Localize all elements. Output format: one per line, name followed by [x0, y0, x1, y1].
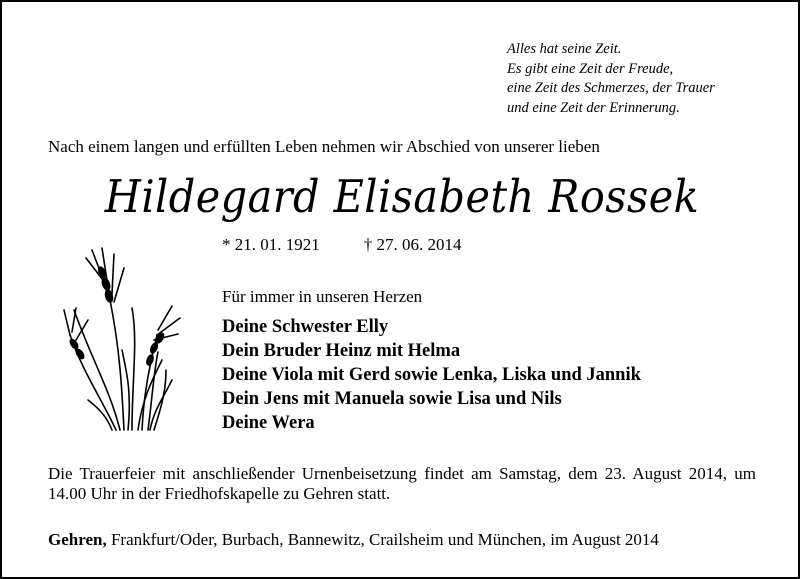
birth-date: * 21. 01. 1921 [222, 235, 320, 254]
wheat-icon [62, 240, 182, 432]
mourners-list [222, 315, 641, 435]
poem-line-2: Es gibt eine Zeit der Freude, [507, 60, 674, 77]
funeral-service-text: Die Trauerfeier mit anschließender Urnenbeisetzung findet am Samstag, dem 23. August 2014, um 14.00 Uhr in der Friedhofskapelle zu Gehren statt. [48, 464, 756, 503]
place-and-date [48, 530, 659, 550]
poem-line-1: Alles hat seine Zeit. [507, 41, 622, 57]
mourner-line: Dein Jens mit Manuela sowie Lisa und Nils [222, 389, 562, 409]
life-dates [222, 235, 462, 255]
poem [507, 40, 715, 118]
intro-text: Nach einem langen und erfüllten Leben nehmen wir Abschied von unserer lieben [48, 137, 600, 156]
deceased-name: Hildegard Elisabeth Rossek [104, 170, 700, 223]
forever-text: Für immer in unseren Herzen [222, 287, 423, 306]
mourner-line: Deine Wera [222, 413, 315, 433]
poem-line-3: eine Zeit des Schmerzes, der Trauer [507, 80, 715, 96]
mourner-line: Deine Viola mit Gerd sowie Lenka, Liska und Jannik [222, 365, 641, 385]
mourner-line: Deine Schwester Elly [222, 317, 389, 337]
mourner-line: Dein Bruder Heinz mit Helma [222, 341, 461, 361]
place-rest: Frankfurt/Oder, Burbach, Bannewitz, Crailsheim und München, im August 2014 [106, 530, 659, 549]
poem-line-4: und eine Zeit der Erinnerung. [507, 99, 680, 116]
death-date: † 27. 06. 2014 [363, 235, 462, 254]
place-bold: Gehren, [48, 530, 107, 549]
